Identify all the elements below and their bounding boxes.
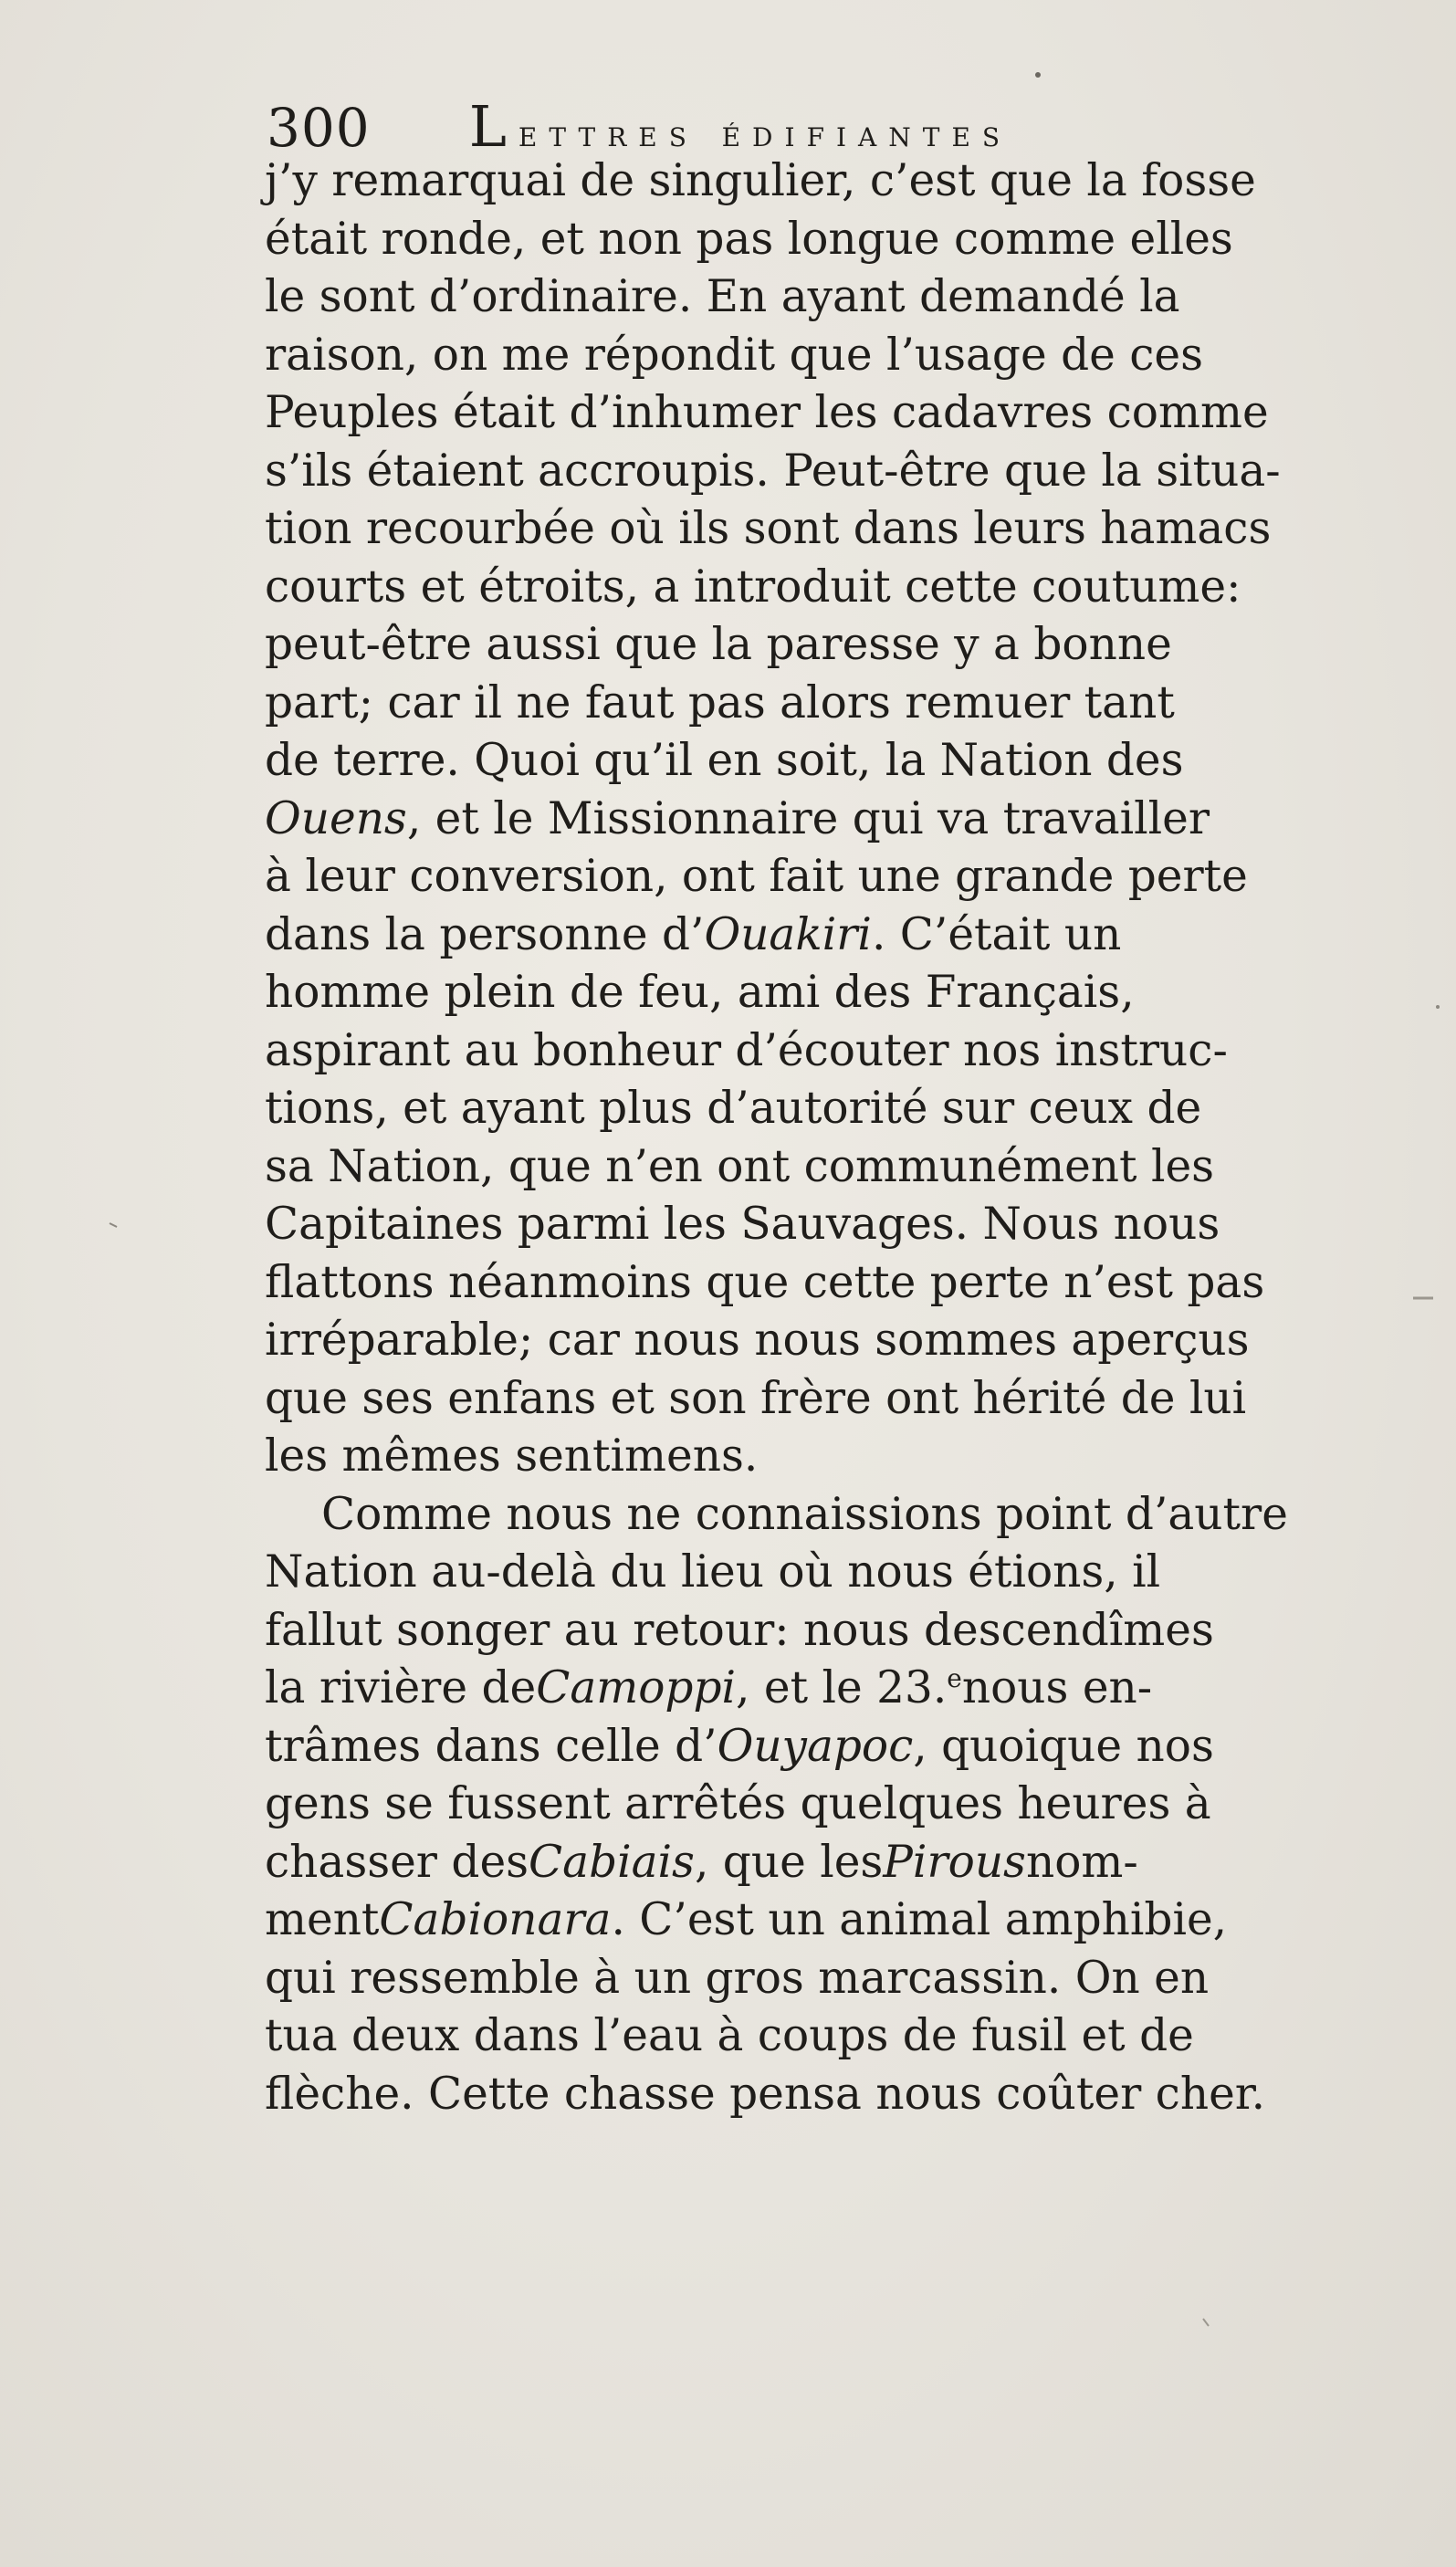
text-segment: Capitaines parmi les Sauvages. Nous nous xyxy=(265,1199,1220,1250)
text-line xyxy=(265,1080,1371,1138)
text-segment: tion recourbée où ils sont dans leurs hamacs xyxy=(265,503,1272,554)
text-segment: fallut songer au retour: nous descendîmes xyxy=(265,1604,1214,1656)
text-line xyxy=(265,675,1371,733)
text-line xyxy=(265,964,1371,1022)
text-segment: était ronde, et non pas longue comme elles xyxy=(265,213,1233,265)
text-segment: nous en- xyxy=(961,1662,1153,1713)
text-line xyxy=(265,327,1371,385)
page-header xyxy=(267,93,1271,160)
text-line xyxy=(265,1138,1371,1197)
text-line xyxy=(265,1776,1371,1834)
text-line xyxy=(265,906,1371,965)
ink-speck xyxy=(1203,2319,1209,2326)
italic-term: Ouens xyxy=(265,792,407,844)
text-segment: tions, et ayant plus d’autorité sur ceux de xyxy=(265,1083,1202,1134)
page-number: 300 xyxy=(267,97,371,159)
text-segment: de terre. Quoi qu’il en soit, la Nation des xyxy=(265,735,1184,786)
text-line xyxy=(265,1312,1371,1370)
text-line xyxy=(265,2066,1371,2124)
text-line xyxy=(265,1602,1371,1661)
superscript: e xyxy=(947,1662,962,1693)
ink-speck xyxy=(110,1223,117,1227)
text-segment: flèche. Cette chasse pensa nous coûter cher. xyxy=(265,2068,1266,2120)
text-line xyxy=(265,1486,1371,1545)
text-segment: Nation au-delà du lieu où nous étions, il xyxy=(265,1546,1161,1598)
italic-term: Cabiais xyxy=(529,1836,695,1888)
text-segment: , que les xyxy=(694,1836,884,1888)
text-line xyxy=(265,616,1371,675)
text-line xyxy=(265,732,1371,791)
ink-speck xyxy=(1436,1005,1440,1009)
text-segment: ment xyxy=(265,1894,380,1945)
text-line xyxy=(265,791,1371,849)
text-segment: sa Nation, que n’en ont communément les xyxy=(265,1140,1215,1192)
text-segment: s’ils étaient accroupis. Peut-être que la situa- xyxy=(265,445,1281,497)
text-segment: tua deux dans l’eau à coups de fusil et de xyxy=(265,2010,1194,2061)
italic-term: Cabionara xyxy=(379,1894,612,1945)
text-segment: homme plein de feu, ami des Français, xyxy=(265,967,1135,1018)
text-segment: trâmes dans celle d’ xyxy=(265,1720,718,1772)
text-segment: irréparable; car nous nous sommes aperçus xyxy=(265,1315,1250,1366)
text-segment: le sont d’ordinaire. En ayant demandé la xyxy=(265,271,1180,322)
italic-term: Camoppi xyxy=(536,1662,737,1713)
text-line xyxy=(265,152,1371,211)
text-line xyxy=(265,1544,1371,1602)
text-line xyxy=(265,384,1371,443)
running-head-initial: L xyxy=(468,93,519,160)
text-segment: j’y remarquai de singulier, c’est que la fosse xyxy=(265,155,1256,206)
text-segment: Comme nous ne connaissions point d’autre xyxy=(321,1488,1288,1540)
text-segment: . C’était un xyxy=(871,908,1122,960)
text-line xyxy=(265,211,1371,269)
text-segment: la rivière de xyxy=(265,1662,537,1713)
italic-term: Pirous xyxy=(883,1836,1026,1888)
text-line xyxy=(265,1370,1371,1429)
text-segment: . C’est un animal amphibie, xyxy=(611,1894,1228,1945)
text-line xyxy=(265,1196,1371,1254)
text-segment: que ses enfans et son frère ont hérité de lui xyxy=(265,1372,1247,1424)
text-line xyxy=(265,1834,1371,1892)
text-line xyxy=(265,1950,1371,2008)
text-segment: part; car il ne faut pas alors remuer tant xyxy=(265,676,1175,728)
text-line xyxy=(265,1718,1371,1776)
text-segment: dans la personne d’ xyxy=(265,908,705,960)
text-segment: courts et étroits, a introduit cette coutume: xyxy=(265,561,1241,613)
text-segment: gens se fussent arrêtés quelques heures à xyxy=(265,1778,1211,1829)
text-segment: Peuples était d’inhumer les cadavres comme xyxy=(265,387,1269,438)
text-line xyxy=(265,1428,1371,1486)
text-line xyxy=(265,1660,1371,1718)
running-head-rest: ettres édifiantes xyxy=(518,113,1012,155)
text-segment: flattons néanmoins que cette perte n’est pas xyxy=(265,1256,1265,1308)
text-segment: nom- xyxy=(1025,1836,1138,1888)
text-line xyxy=(265,2007,1371,2066)
text-segment: les mêmes sentimens. xyxy=(265,1430,759,1482)
text-segment: qui ressemble à un gros marcassin. On en xyxy=(265,1952,1210,2004)
text-segment: aspirant au bonheur d’écouter nos instruc- xyxy=(265,1024,1228,1076)
text-segment: peut-être aussi que la paresse y a bonne xyxy=(265,619,1172,670)
italic-term: Ouyapoc xyxy=(717,1720,914,1772)
text-line xyxy=(265,1891,1371,1950)
ink-speck xyxy=(1035,72,1041,78)
text-line xyxy=(265,268,1371,327)
italic-term: Ouakiri xyxy=(704,908,872,960)
body-text xyxy=(265,152,1371,2123)
text-segment: raison, on me répondit que l’usage de ces xyxy=(265,329,1204,381)
running-head xyxy=(469,93,1011,160)
text-segment: , et le 23. xyxy=(736,1662,948,1713)
text-line xyxy=(265,848,1371,906)
text-segment: à leur conversion, ont fait une grande perte xyxy=(265,851,1248,902)
text-segment: , et le Missionnaire qui va travailler xyxy=(406,792,1210,844)
text-line xyxy=(265,559,1371,617)
text-segment: chasser des xyxy=(265,1836,529,1888)
text-segment: , quoique nos xyxy=(913,1720,1214,1772)
text-line xyxy=(265,443,1371,501)
text-line xyxy=(265,1022,1371,1081)
text-line xyxy=(265,500,1371,559)
text-line xyxy=(265,1254,1371,1313)
